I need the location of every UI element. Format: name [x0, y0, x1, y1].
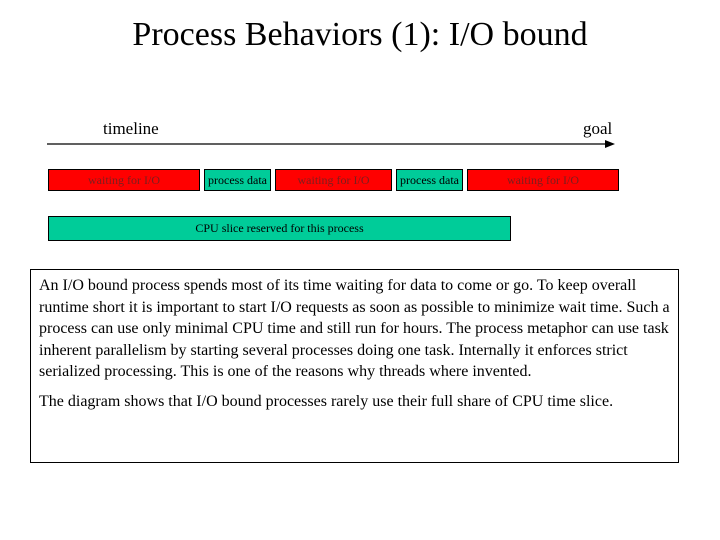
segment-waiting-io-3: waiting for I/O — [467, 169, 619, 191]
segment-process-data-2: process data — [396, 169, 463, 191]
description-paragraph-2: The diagram shows that I/O bound processes rarely use their full share of CPU time slice. — [39, 392, 614, 410]
segment-waiting-io-2: waiting for I/O — [275, 169, 392, 191]
timeline-arrow — [47, 137, 617, 151]
description-box — [30, 269, 679, 463]
segment-waiting-io-1: waiting for I/O — [48, 169, 200, 191]
slide-title: Process Behaviors (1): I/O bound — [132, 16, 588, 53]
segment-process-data-1: process data — [204, 169, 271, 191]
description-paragraph-1: An I/O bound process spends most of its time waiting for data to come or go. To keep overall runtime short it is important to start I/O requests as soon as possible to minimize wait time. Such a process can use only minimal CPU time and still run for hours. The process metaphor can use task inherent parallelism by starting several processes doing one task. Internally it enforces strict serialized processing. This is one of the reasons why threads where invented. — [39, 277, 670, 380]
cpu-slice-bar: CPU slice reserved for this process — [48, 216, 511, 241]
goal-label: goal — [583, 119, 613, 138]
timeline-label: timeline — [103, 119, 159, 138]
